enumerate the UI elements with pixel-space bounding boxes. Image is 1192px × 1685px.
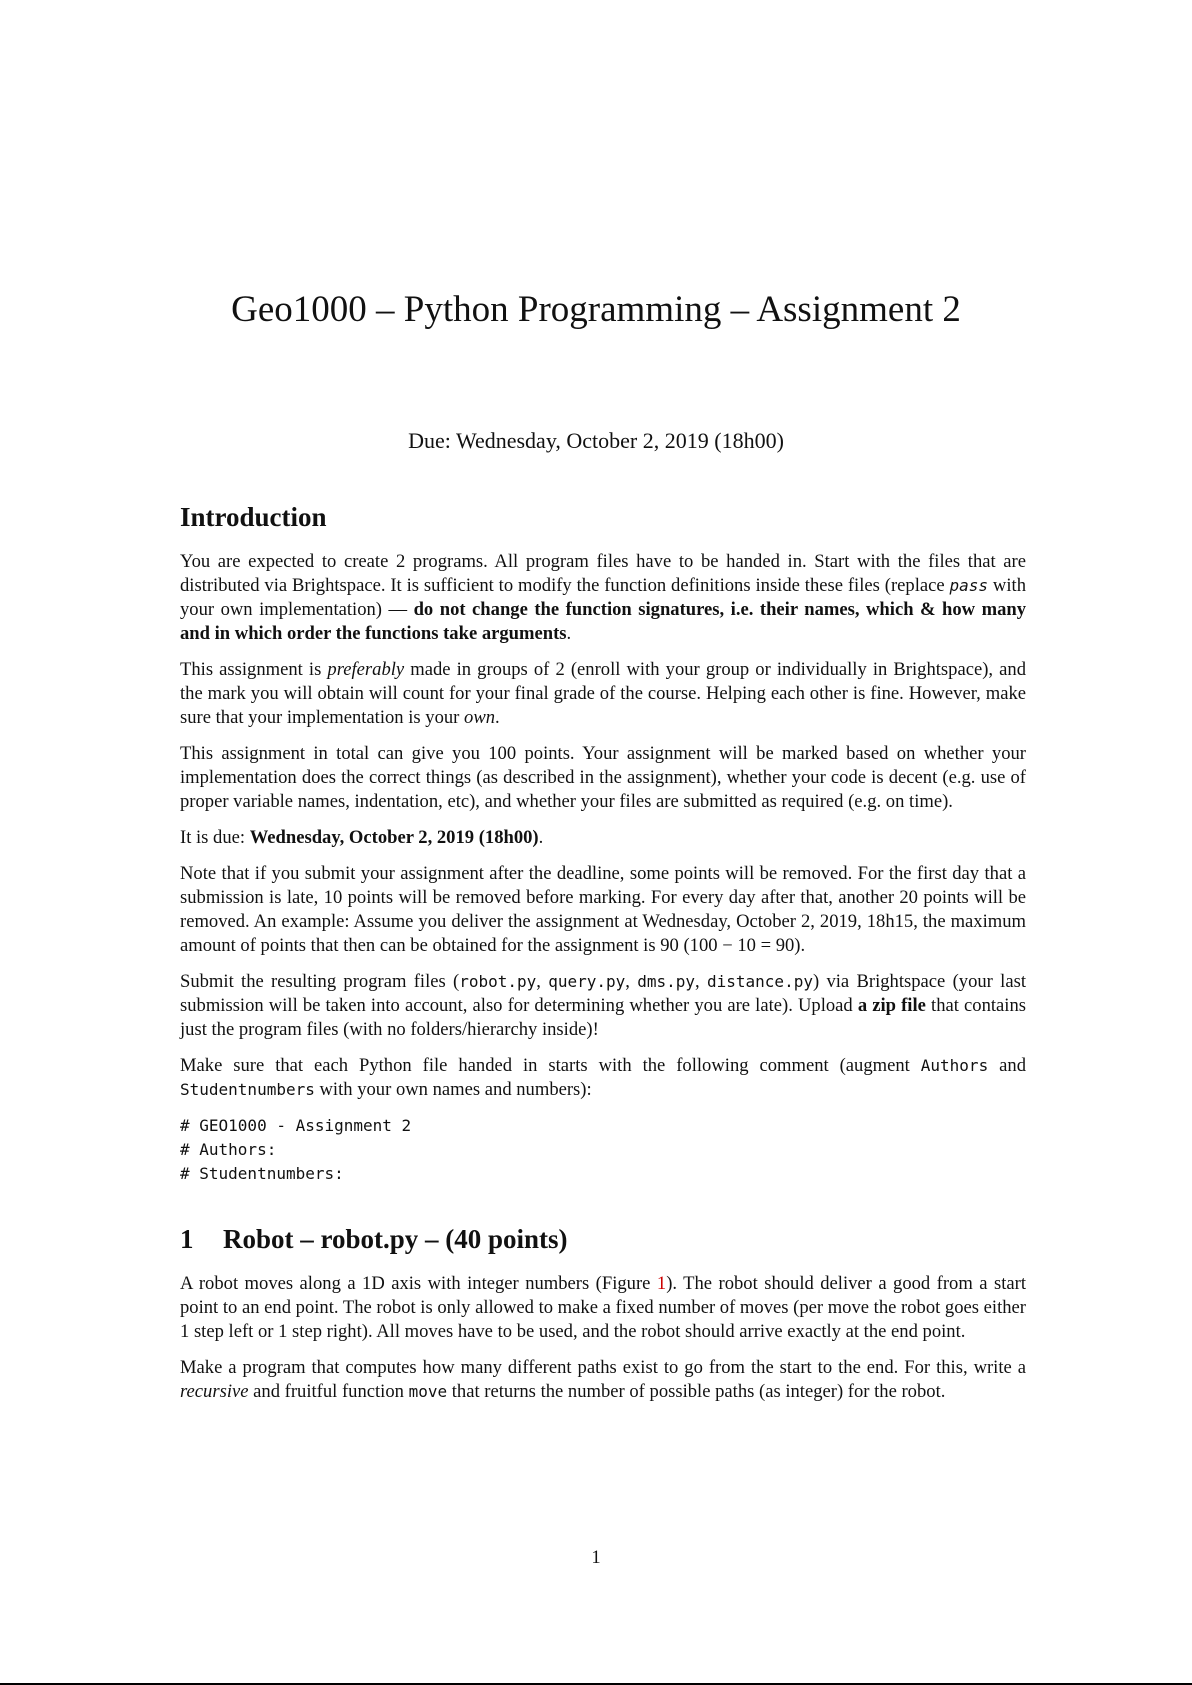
section-1-paragraph-2 [180,1356,1026,1404]
text-run: You are expected to create 2 programs. All program files have to be handed in. Start with the files that are distributed via Brightspace. It is sufficient to modify the function definitions inside these files (replace [180,551,1026,596]
text-run: . [566,623,572,644]
document-body [180,500,1026,1416]
figure-reference-link[interactable]: 1 [656,1273,667,1294]
text-run: . [495,707,500,728]
intro-paragraph-1 [180,550,1026,646]
text-run: It is due: [180,827,250,848]
page-number: 1 [591,1547,601,1568]
intro-paragraph-6 [180,970,1026,1042]
emphasis-preferably: preferably [327,659,405,680]
inline-code-file: query.py [548,972,626,991]
section-1-paragraph-1 [180,1272,1026,1344]
text-run: and [988,1055,1026,1076]
bold-warning: do not change the function signatures, i.e. their names, which & how many and in which order the functions take arguments [180,599,1027,644]
intro-paragraph-2 [180,658,1026,730]
inline-code-studentnumbers: Studentnumbers [180,1080,315,1099]
intro-paragraph-5: Note that if you submit your assignment after the deadline, some points will be removed. For the first day that a submission is late, 10 points will be removed before marking. For every day after that, another 20 points will be removed. An example: Assume you deliver the assignment at Wednesday, October 2, 2019, 18h15, the maximum amount of points that then can be obtained for the assignment is 90 (100 − 10 = 90). [180,863,1026,956]
inline-code-move: move [408,1382,448,1401]
text-run: A robot moves along a 1D axis with integer numbers (Figure [180,1273,657,1294]
intro-paragraph-4 [180,826,1026,850]
text-run: Submit the resulting program files ( [180,971,460,992]
text-run: This assignment is [180,659,328,680]
text-run: with your own implementation) — [180,575,1026,620]
emphasis-recursive: recursive [180,1381,249,1402]
intro-heading: Introduction [180,502,327,532]
inline-code-file: robot.py [459,972,537,991]
inline-code-authors: Authors [920,1056,989,1075]
text-run: , [625,971,638,992]
text-run: , [695,971,707,992]
text-run: that contains just the program files (with no folders/hierarchy inside)! [180,995,1026,1040]
text-run: Make a program that computes how many different paths exist to go from the start to the end. For this, write a [180,1357,1026,1378]
bold-due-date: Wednesday, October 2, 2019 (18h00) [249,827,539,848]
due-date-line: Due: Wednesday, October 2, 2019 (18h00) [408,428,784,453]
inline-code-file: distance.py [707,972,813,991]
text-run: , [536,971,549,992]
text-run: that returns the number of possible paths (as integer) for the robot. [447,1381,946,1402]
text-run: ) via Brightspace (your last submission will be taken into account, also for determining whether you are late). Upload [180,971,1026,1016]
header-comment-code-block: # GEO1000 - Assignment 2 # Authors: # Studentnumbers: [180,1116,412,1183]
section-1-heading [180,1222,1026,1256]
bold-zip-file: a zip file [857,995,926,1016]
text-run: and fruitful function [248,1381,409,1402]
document-title: Geo1000 – Python Programming – Assignment 2 [231,289,961,330]
text-run: made in groups of 2 (enroll with your group or individually in Brightspace), and the mark you will obtain will count for your final grade of the course. Helping each other is fine. However, make sure that your implementation is your [180,659,1026,728]
section-title: Robot – robot.py – (40 points) [223,1224,568,1254]
text-run: with your own names and numbers): [314,1079,592,1100]
inline-code-file: dms.py [637,972,696,991]
text-run: Make sure that each Python file handed in starts with the following comment (augment [180,1055,921,1076]
emphasis-own: own [464,707,496,728]
text-run: ). The robot should deliver a good from a start point to an end point. The robot is only allowed to make a fixed number of moves (per move the robot goes either 1 step left or 1 step right). All moves have to be used, and the robot should arrive exactly at the end point. [180,1273,1026,1342]
intro-paragraph-7 [180,1054,1026,1102]
inline-code-pass: pass [949,576,989,595]
section-number: 1 [180,1224,194,1254]
text-run: . [538,827,544,848]
intro-paragraph-3: This assignment in total can give you 100 points. Your assignment will be marked based on whether your implementation does the correct things (as described in the assignment), whether your code is decent (e.g. use of proper variable names, indentation, etc), and whether your files are submitted as required (e.g. on time). [180,743,1026,812]
